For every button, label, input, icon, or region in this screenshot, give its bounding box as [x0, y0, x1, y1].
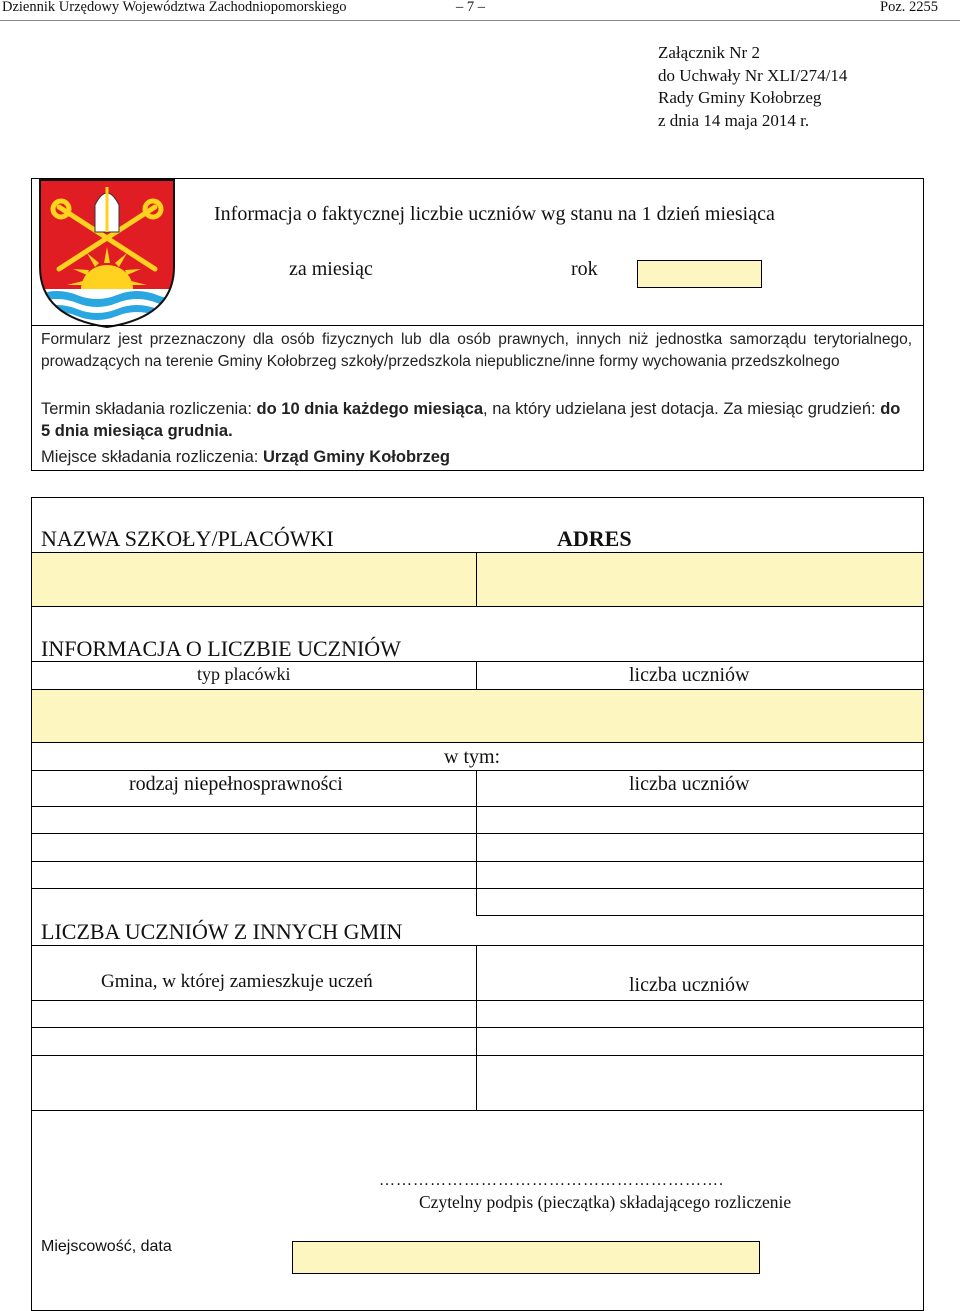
signature-dots: …………………………………………………….: [379, 1172, 724, 1189]
deadline-emph: do 10 dnia każdego miesiąca: [256, 400, 484, 418]
annex-line: do Uchwały Nr XLI/274/14: [658, 65, 848, 85]
annex-block: [658, 42, 847, 132]
students-section-label: INFORMACJA O LICZBIE UCZNIÓW: [41, 636, 401, 661]
municipality-label: Gmina, w której zamieszkuje uczeń: [101, 971, 373, 992]
type-count-field[interactable]: [31, 689, 924, 743]
place-text: [41, 446, 450, 468]
type-label: typ placówki: [197, 664, 291, 684]
disability-row-cell[interactable]: [476, 888, 924, 916]
year-field[interactable]: [637, 260, 762, 288]
including-label: w tym:: [444, 746, 501, 768]
place-date-label: Miejscowość, data: [41, 1238, 172, 1255]
disability-label: rodzaj niepełnosprawności: [129, 773, 343, 795]
address-field[interactable]: [476, 552, 924, 607]
count-label: liczba uczniów: [629, 664, 750, 686]
year-label: rok: [571, 258, 598, 280]
place-office: Urząd Gminy Kołobrzeg: [262, 448, 450, 466]
deadline-december: do 5 dnia miesiąca grudnia.: [41, 400, 901, 440]
page-number: – 7 –: [456, 0, 485, 15]
divider: [31, 325, 924, 326]
deadline-mid: , na który udzielana jest dotacja. Za miesiąc grudzień:: [483, 400, 876, 418]
annex-line: Załącznik Nr 2: [658, 43, 760, 62]
month-label: za miesiąc: [289, 258, 373, 280]
other-municipalities-label: LICZBA UCZNIÓW Z INNYCH GMIN: [41, 919, 403, 944]
municipality-row-cell[interactable]: [31, 1000, 477, 1028]
form-title: Informacja o faktycznej liczbie uczniów wg stanu na 1 dzień miesiąca: [214, 203, 775, 225]
signature-caption: Czytelny podpis (pieczątka) składającego rozliczenie: [419, 1192, 792, 1212]
disability-row-cell[interactable]: [476, 806, 924, 834]
coat-of-arms-icon: [37, 177, 177, 329]
deadline-text: [41, 398, 912, 442]
place-date-field[interactable]: [292, 1241, 760, 1274]
annex-line: z dnia 14 maja 2014 r.: [658, 110, 810, 130]
address-label: ADRES: [557, 526, 632, 551]
header-divider: [0, 20, 960, 21]
position-number: Poz. 2255: [880, 0, 938, 15]
disability-row-cell[interactable]: [476, 833, 924, 862]
municipality-row-cell[interactable]: [476, 1055, 924, 1111]
municipality-row-cell[interactable]: [31, 1055, 477, 1111]
school-name-field[interactable]: [31, 552, 477, 607]
journal-title: Dziennik Urzędowy Województwa Zachodniopomorskiego: [2, 0, 347, 15]
disability-row-cell[interactable]: [476, 861, 924, 889]
disability-row-cell[interactable]: [31, 806, 477, 834]
municipality-count-label: liczba uczniów: [629, 974, 750, 996]
municipality-row-cell[interactable]: [476, 1000, 924, 1028]
disability-row-cell[interactable]: [31, 861, 477, 889]
municipality-row-cell[interactable]: [476, 1027, 924, 1056]
school-name-label: NAZWA SZKOŁY/PLACÓWKI: [41, 526, 334, 551]
deadline-prefix: Termin składania rozliczenia:: [41, 400, 252, 418]
disability-count-label: liczba uczniów: [629, 773, 750, 795]
municipality-row-cell[interactable]: [31, 1027, 477, 1056]
annex-line: Rady Gminy Kołobrzeg: [658, 88, 822, 107]
place-prefix: Miejsce składania rozliczenia:: [41, 448, 259, 466]
disability-row-cell[interactable]: [31, 833, 477, 862]
intro-text: Formularz jest przeznaczony dla osób fizycznych lub dla osób prawnych, innych niż jednostka samorządu terytorialnego, prowadzących na terenie Gminy Kołobrzeg szkoły/przedszkola niepubliczne/inne formy wychowania przedszkolnego: [41, 331, 912, 370]
